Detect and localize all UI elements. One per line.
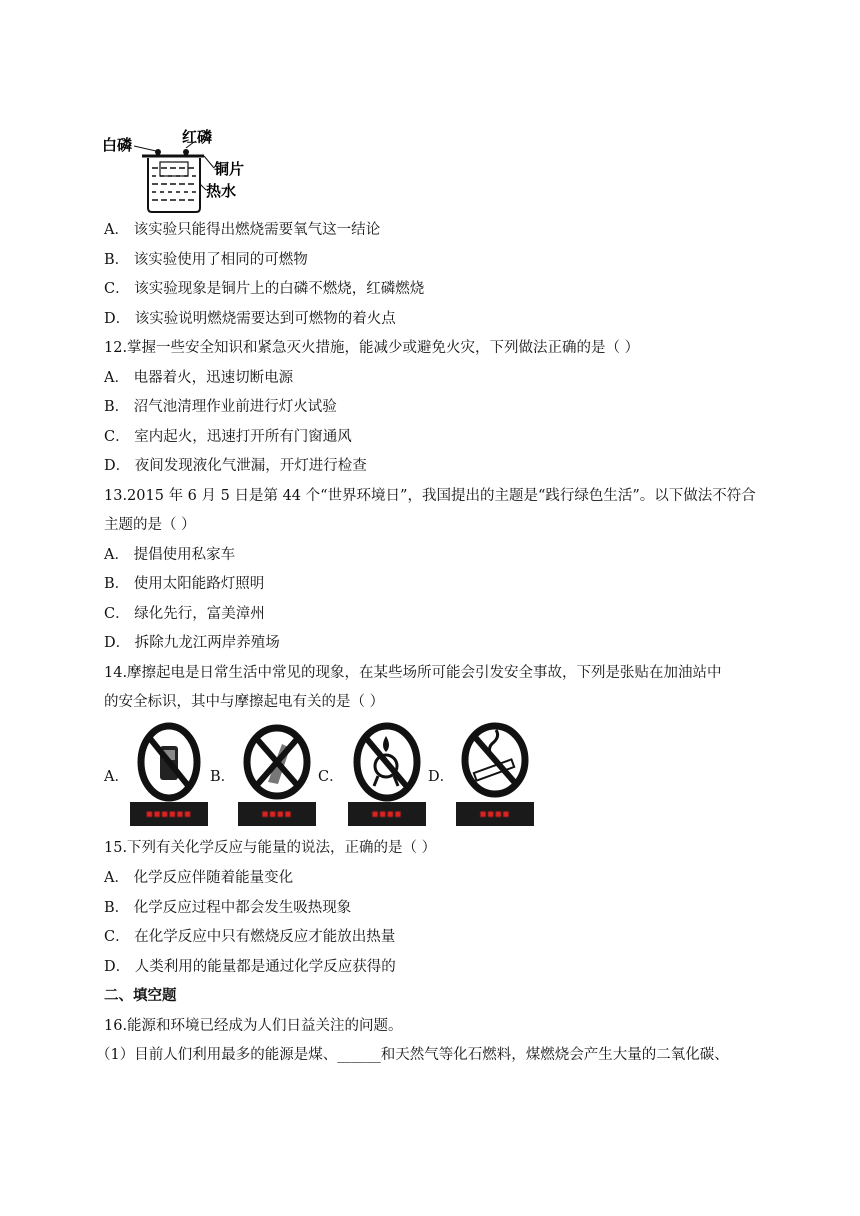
q15-stem: 15.下列有关化学反应与能量的说法，正确的是（ ） <box>104 840 437 856</box>
no-flame-sign-icon: ■■■■ <box>238 722 316 828</box>
q15-option-d: D． 人类利用的能量都是通过化学反应获得的 <box>104 959 396 975</box>
phosphorus-combustion-apparatus-figure <box>102 128 252 216</box>
q16-stem: 16.能源和环境已经成为人们日益关注的问题。 <box>104 1018 403 1034</box>
q13-stem-line2: 主题的是（ ） <box>104 517 196 533</box>
q14-option-b-letter: B． <box>210 769 236 785</box>
q14-sign-options <box>104 720 544 832</box>
q15-option-a: A． 化学反应伴随着能量变化 <box>104 870 294 886</box>
q11-option-b: B． 该实验使用了相同的可燃物 <box>104 252 308 268</box>
q12-option-a: A． 电器着火，迅速切断电源 <box>104 370 294 386</box>
q12-option-d: D． 夜间发现液化气泄漏，开灯进行检查 <box>104 458 367 474</box>
q15-option-c: C． 在化学反应中只有燃烧反应才能放出热量 <box>104 929 396 945</box>
q13-option-c: C． 绿化先行，富美漳州 <box>104 606 265 622</box>
q12-option-c: C． 室内起火，迅速打开所有门窗通风 <box>104 429 352 445</box>
q16-part1: （1）目前人们利用最多的能源是煤、______和天然气等化石燃料，煤燃烧会产生大量的二氧化碳、 <box>96 1047 729 1063</box>
q13-option-a: A． 提倡使用私家车 <box>104 547 236 563</box>
q14-stem-line2: 的安全标识，其中与摩擦起电有关的是（ ） <box>104 694 385 710</box>
q14-option-a-letter: A． <box>104 769 129 785</box>
white-phosphorus-label: 白磷 <box>102 136 133 154</box>
q13-option-d: D． 拆除九龙江两岸养殖场 <box>104 635 280 651</box>
q13-stem-line1: 13.2015 年 6 月 5 日是第 44 个“世界环境日”，我国提出的主题是“践行绿色生活”。以下做法不符合 <box>104 488 756 504</box>
no-open-fire-sign-icon: ■■■■ <box>348 722 426 828</box>
copper-sheet-label: 铜片 <box>214 160 245 178</box>
q14-option-d-letter: D． <box>428 769 455 785</box>
no-phone-sign-icon: ■■■■■■ <box>130 722 208 828</box>
q13-option-b: B． 使用太阳能路灯照明 <box>104 576 265 592</box>
section-heading-fill-in: 二、填空题 <box>104 987 177 1004</box>
no-smoking-sign-icon: ■■■■ <box>456 722 534 828</box>
red-phosphorus-label: 红磷 <box>182 128 213 146</box>
hot-water-label: 热水 <box>206 182 237 200</box>
q12-stem: 12.掌握一些安全知识和紧急灭火措施，能减少或避免火灾，下列做法正确的是（ ） <box>104 340 640 356</box>
q11-option-c: C． 该实验现象是铜片上的白磷不燃烧，红磷燃烧 <box>104 281 425 297</box>
q14-option-c-letter: C． <box>318 769 344 785</box>
q12-option-b: B． 沼气池清理作业前进行灯火试验 <box>104 399 337 415</box>
q14-stem-line1: 14.摩擦起电是日常生活中常见的现象，在某些场所可能会引发安全事故，下列是张贴在加油站中 <box>104 665 722 681</box>
q15-option-b: B． 化学反应过程中都会发生吸热现象 <box>104 900 352 916</box>
q11-option-a: A． 该实验只能得出燃烧需要氧气这一结论 <box>104 222 381 238</box>
q11-option-d: D． 该实验说明燃烧需要达到可燃物的着火点 <box>104 311 396 327</box>
